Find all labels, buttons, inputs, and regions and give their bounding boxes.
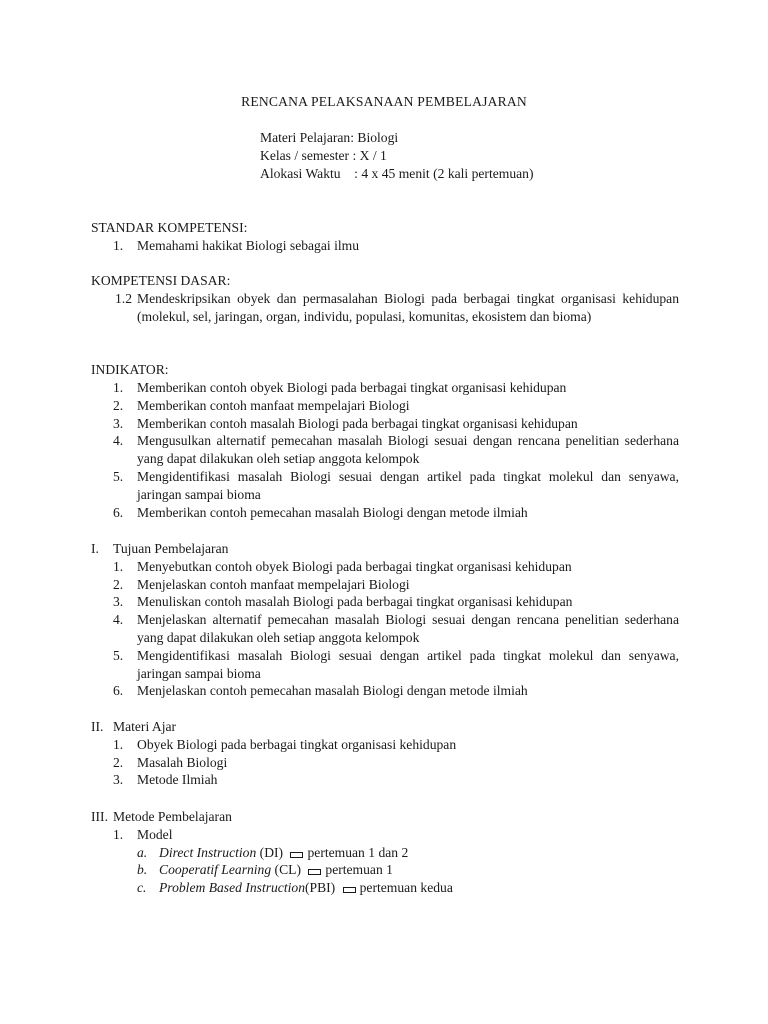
section-title: Tujuan Pembelajaran [113, 541, 229, 556]
arrow-icon [290, 852, 303, 858]
indikator-heading: INDIKATOR: [91, 362, 169, 377]
kd-list [91, 290, 679, 326]
list-item [91, 415, 679, 433]
item-text: Menjelaskan contoh manfaat mempelajari Biologi [137, 576, 410, 592]
model-name: Problem Based Instruction [159, 880, 305, 896]
item-number: 2. [113, 576, 124, 592]
sub-letter: b. [137, 862, 148, 878]
kd-heading: KOMPETENSI DASAR: [91, 273, 231, 288]
section-number: III. [91, 809, 108, 824]
course-info [260, 129, 534, 182]
item-text: Metode Ilmiah [137, 772, 218, 788]
materi-heading [91, 718, 679, 736]
page-title: RENCANA PELAKSANAAN PEMBELAJARAN [241, 94, 527, 109]
item-number: 1. [113, 238, 124, 253]
model-item [91, 861, 679, 879]
list-item [91, 754, 679, 772]
arrow-icon [343, 887, 356, 893]
item-number: 3. [113, 415, 124, 431]
item-number: 3. [113, 772, 124, 788]
model-note: pertemuan 1 dan 2 [307, 844, 409, 860]
item-text: Menuliskan contoh masalah Biologi pada berbagai tingkat organisasi kehidupan [137, 594, 573, 610]
list-item [91, 558, 679, 576]
model-abbr: (CL) [271, 862, 301, 878]
item-number: 1. [113, 558, 124, 574]
item-text: Memahami hakikat Biologi sebagai ilmu [137, 238, 359, 253]
item-text: Obyek Biologi pada berbagai tingkat organisasi kehidupan [137, 736, 457, 752]
item-number: 4. [113, 612, 124, 628]
tujuan-heading [91, 540, 679, 558]
item-number: 6. [113, 683, 124, 699]
list-item [91, 432, 679, 468]
model-name: Direct Instruction [159, 844, 257, 860]
list-item [91, 826, 679, 844]
model-name: Cooperatif Learning [159, 862, 272, 878]
metode-heading [91, 808, 679, 826]
item-text: Memberikan contoh masalah Biologi pada berbagai tingkat organisasi kehidupan [137, 415, 578, 431]
item-text: Mengusulkan alternatif pemecahan masalah Biologi sesuai dengan rencana penelitian sederhana yang dapat dilakukan oleh setiap anggota kelompok [137, 433, 679, 467]
info-alokasi: Alokasi Waktu : 4 x 45 menit (2 kali pertemuan) [260, 165, 534, 181]
item-number: 2. [113, 754, 124, 770]
item-text: Menjelaskan alternatif pemecahan masalah Biologi sesuai dengan rencana penelitian sederhana yang dapat dilakukan oleh setiap anggota kelompok [137, 612, 679, 645]
item-number: 1. [113, 380, 124, 395]
sub-letter: c. [137, 880, 147, 896]
item-text: Mendeskripsikan obyek dan permasalahan Biologi pada berbagai tingkat organisasi kehidupan (molekul, sel, jaringan, organ, individu, populasi, komunitas, ekosistem dan bioma) [137, 291, 679, 324]
item-text: Memberikan contoh manfaat mempelajari Biologi [137, 397, 410, 413]
list-item [91, 647, 679, 683]
list-item [91, 504, 679, 522]
materi-section [91, 718, 679, 789]
info-kelas: Kelas / semester : X / 1 [260, 147, 387, 163]
item-number: 2. [113, 397, 124, 413]
tujuan-section [91, 540, 679, 700]
item-number: 1. [113, 826, 124, 842]
model-abbr: (DI) [256, 844, 284, 860]
item-text: Memberikan contoh pemecahan masalah Biologi dengan metode ilmiah [137, 504, 528, 520]
item-text: Masalah Biologi [137, 754, 228, 770]
list-item [91, 611, 679, 647]
item-number: 3. [113, 594, 124, 610]
item-text: Menyebutkan contoh obyek Biologi pada berbagai tingkat organisasi kehidupan [137, 558, 572, 574]
model-abbr: (PBI) [305, 880, 336, 896]
item-text: Mengidentifikasi masalah Biologi sesuai dengan artikel pada tingkat molekul dan senyawa, jaringan sampai bioma [137, 647, 679, 681]
info-materi: Materi Pelajaran: Biologi [260, 130, 399, 145]
section-title: Metode Pembelajaran [113, 809, 232, 824]
list-item [91, 290, 679, 326]
sk-list [91, 237, 679, 255]
item-number: 5. [113, 468, 124, 484]
item-text: Memberikan contoh obyek Biologi pada berbagai tingkat organisasi kehidupan [137, 380, 567, 395]
list-item [91, 468, 679, 504]
sk-heading: STANDAR KOMPETENSI: [91, 220, 248, 235]
arrow-icon [308, 869, 321, 875]
metode-section [91, 808, 679, 897]
sub-letter: a. [137, 844, 148, 860]
list-item [91, 682, 679, 700]
model-note: pertemuan 1 [325, 862, 393, 878]
list-item [91, 771, 679, 789]
item-text: Model [137, 826, 173, 842]
section-number: II. [91, 719, 104, 734]
item-number: 1.2 [115, 291, 132, 306]
list-item [91, 736, 679, 754]
item-number: 5. [113, 647, 124, 663]
model-item [91, 844, 679, 862]
section-number: I. [91, 541, 99, 556]
item-number: 1. [113, 736, 124, 752]
list-item [91, 379, 679, 397]
item-text: Menjelaskan contoh pemecahan masalah Biologi dengan metode ilmiah [137, 683, 528, 699]
item-text: Mengidentifikasi masalah Biologi sesuai dengan artikel pada tingkat molekul dan senyawa, jaringan sampai bioma [137, 468, 679, 502]
item-number: 4. [113, 433, 124, 449]
list-item [91, 237, 679, 255]
list-item [91, 397, 679, 415]
model-note: pertemuan kedua [359, 880, 453, 896]
section-title: Materi Ajar [113, 719, 177, 734]
indikator-list [91, 379, 679, 521]
item-number: 6. [113, 504, 124, 520]
list-item [91, 593, 679, 611]
list-item [91, 576, 679, 594]
model-item [91, 879, 679, 897]
